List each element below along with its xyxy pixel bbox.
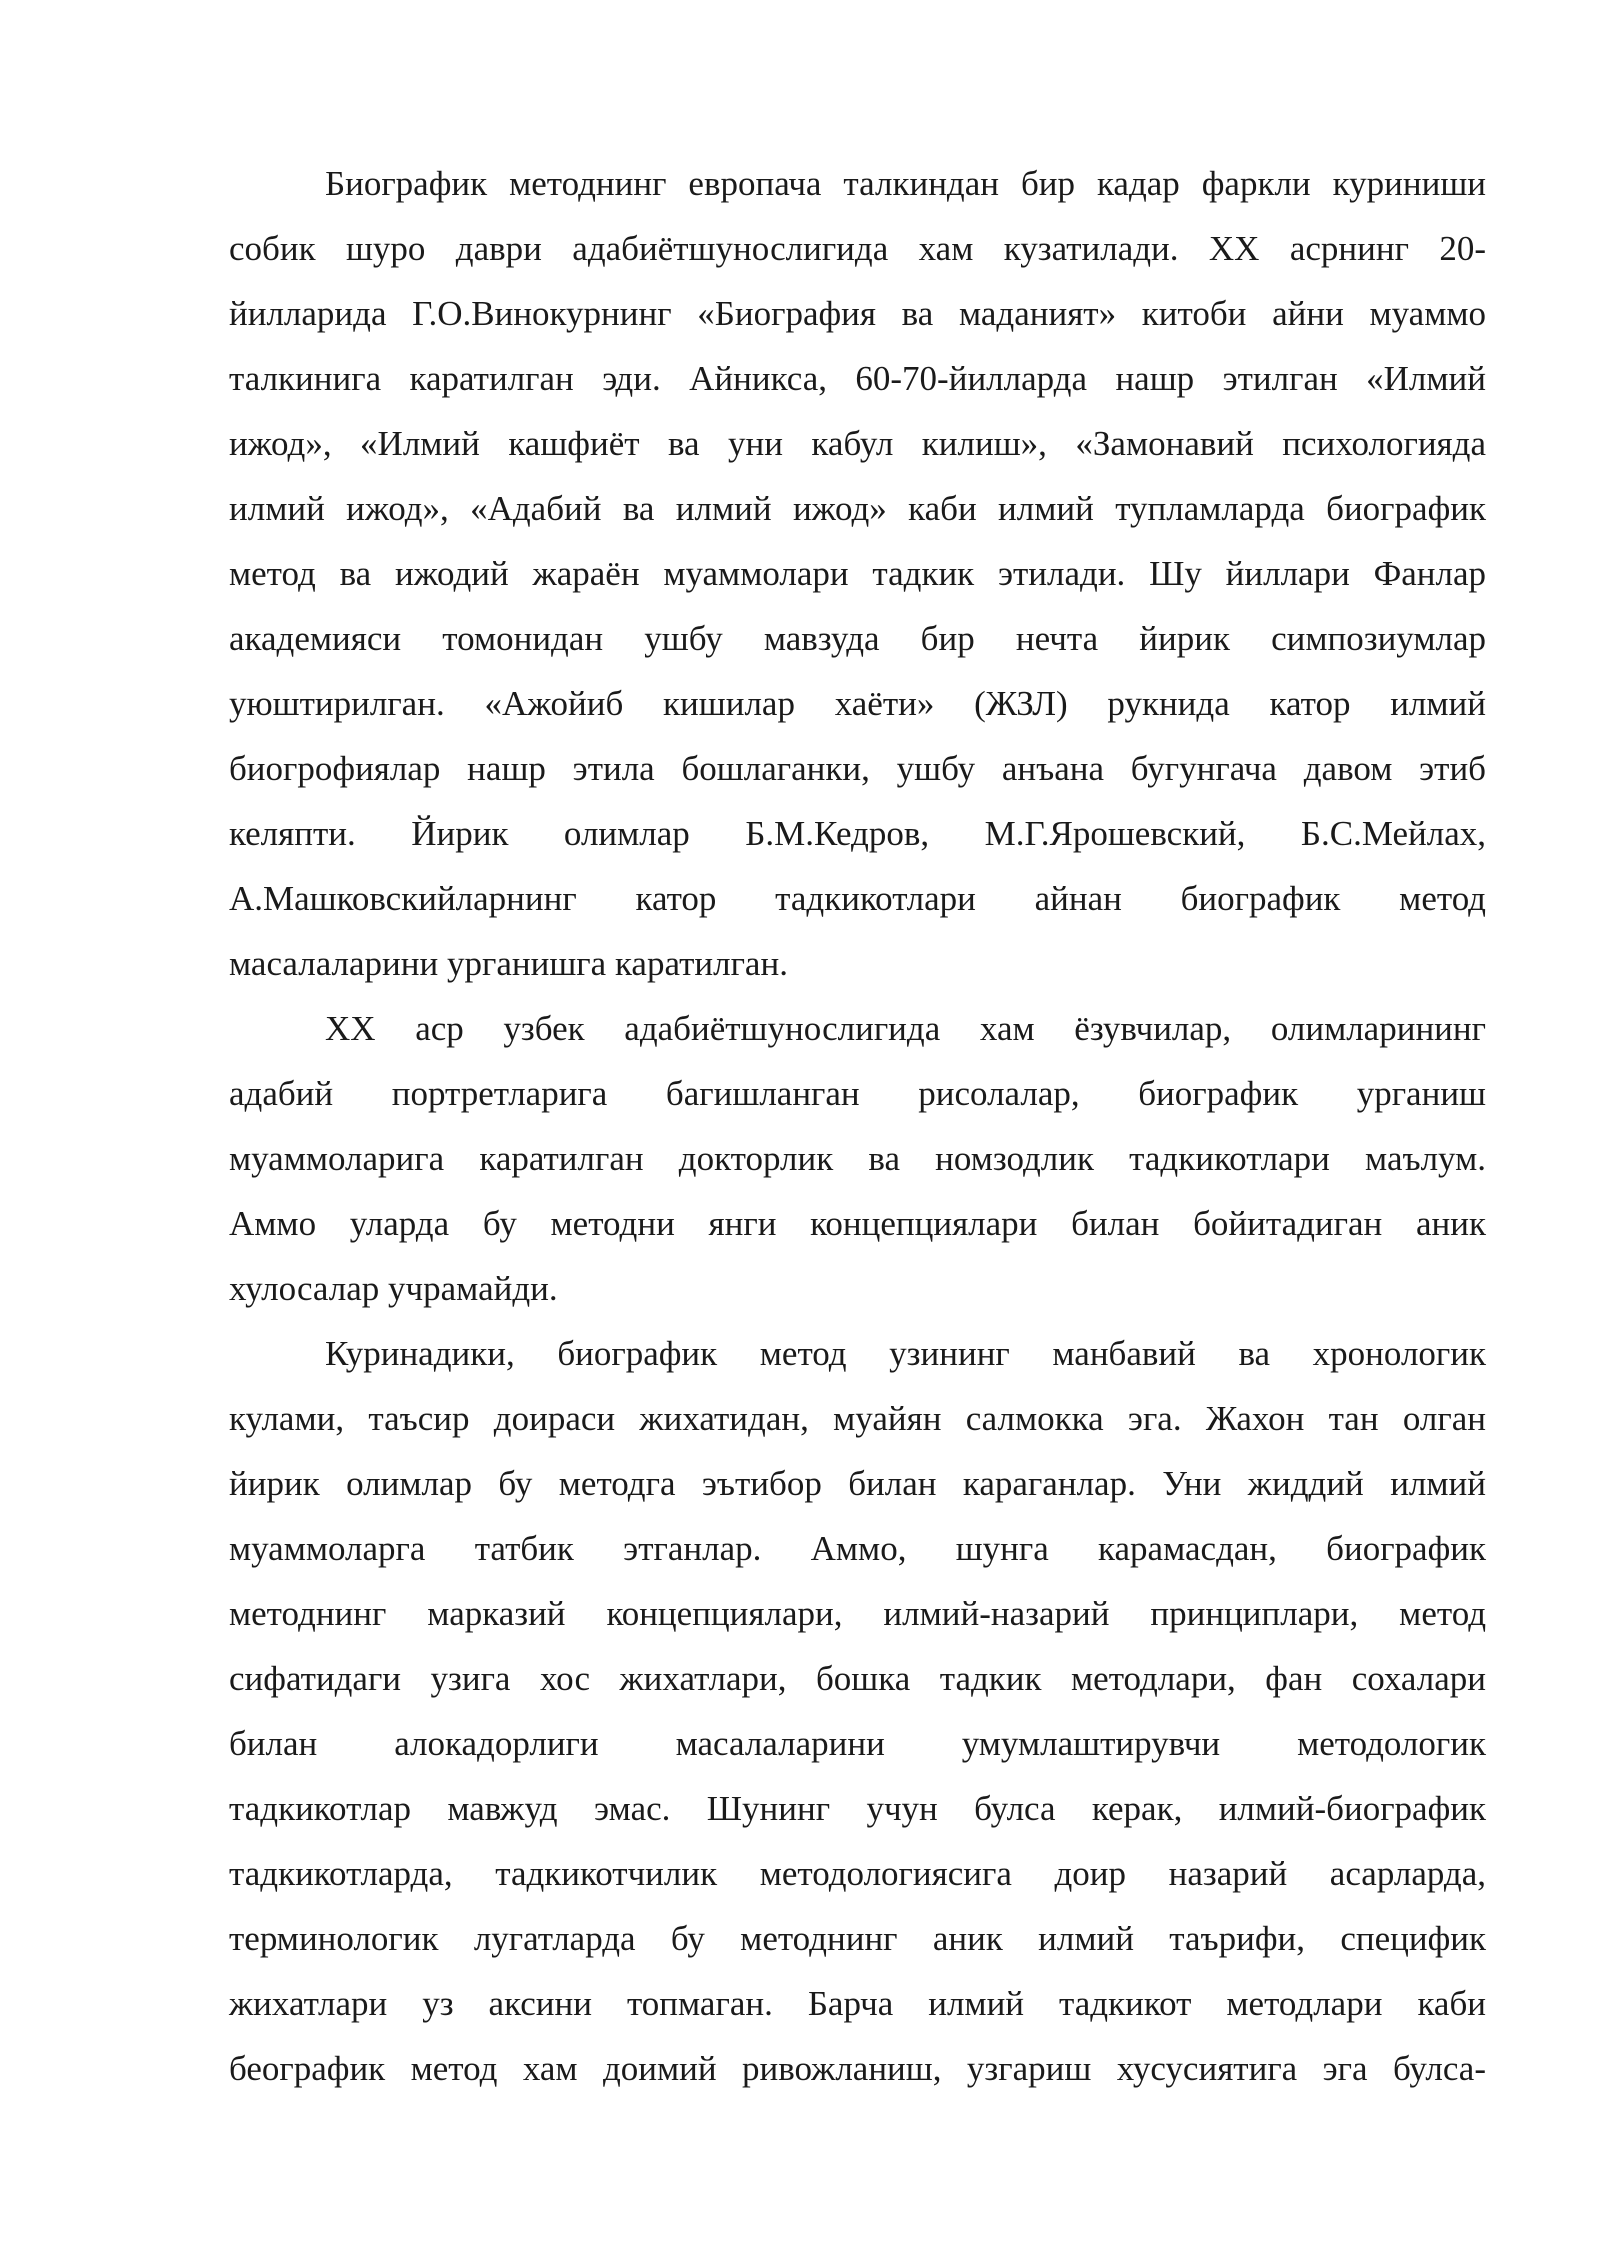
text-line: собик шуро даври адабиётшунослигида хам кузатилади. XX асрнинг 20-: [229, 229, 1486, 268]
text-line: талкинига каратилган эди. Айникса, 60-70-йилларда нашр этилган «Илмий: [229, 359, 1486, 398]
text-line: академияси томонидан ушбу мавзуда бир нечта йирик симпозиумлар: [229, 619, 1486, 658]
text-line: беографик метод хам доимий ривожланиш, узгариш хусусиятига эга булса-: [229, 2049, 1486, 2088]
text-line: келяпти. Йирик олимлар Б.М.Кедров, М.Г.Ярошевский, Б.С.Мейлах,: [229, 814, 1486, 853]
text-line: адабий портретларига багишланган рисолалар, биографик урганиш: [229, 1074, 1486, 1113]
text-line: йилларида Г.О.Винокурнинг «Биография ва маданият» китоби айни муаммо: [229, 294, 1486, 333]
paragraph-1: [229, 151, 1486, 996]
text-line: билан алокадорлиги масалаларини умумлаштирувчи методологик: [229, 1724, 1486, 1763]
text-line: тадкикотларда, тадкикотчилик методологиясига доир назарий асарларда,: [229, 1854, 1486, 1893]
text-line: Биографик методнинг европача талкиндан бир кадар фаркли куриниши: [325, 164, 1486, 203]
text-line: муаммоларига каратилган докторлик ва номзодлик тадкикотлари маълум.: [229, 1139, 1486, 1178]
text-line: А.Машковскийларнинг катор тадкикотлари айнан биографик метод: [229, 879, 1486, 918]
text-line: Аммо уларда бу методни янги концепциялари билан бойитадиган аник: [229, 1204, 1486, 1243]
text-line: методнинг марказий концепциялари, илмий-назарий принциплари, метод: [229, 1594, 1486, 1633]
text-line: хулосалар учрамайди.: [229, 1269, 558, 1308]
text-line: XX аср узбек адабиётшунослигида хам ёзувчилар, олимларининг: [325, 1009, 1486, 1048]
text-line: муаммоларга татбик этганлар. Аммо, шунга карамасдан, биографик: [229, 1529, 1486, 1568]
text-line: ижод», «Илмий кашфиёт ва уни кабул килиш», «Замонавий психологияда: [229, 424, 1486, 463]
text-line: сифатидаги узига хос жихатлари, бошка тадкик методлари, фан сохалари: [229, 1659, 1486, 1698]
text-line: кулами, таъсир доираси жихатидан, муайян салмокка эга. Жахон тан олган: [229, 1399, 1486, 1438]
text-line: терминологик лугатларда бу методнинг аник илмий таърифи, специфик: [229, 1919, 1486, 1958]
text-line: биогрофиялар нашр этила бошлаганки, ушбу анъана бугунгача давом этиб: [229, 749, 1486, 788]
paragraph-3: [229, 1321, 1486, 2101]
text-line: жихатлари уз аксини топмаган. Барча илмий тадкикот методлари каби: [229, 1984, 1486, 2023]
text-line: йирик олимлар бу методга эътибор билан караганлар. Уни жиддий илмий: [229, 1464, 1486, 1503]
text-line: масалаларини урганишга каратилган.: [229, 944, 788, 983]
text-line: тадкикотлар мавжуд эмас. Шунинг учун булса керак, илмий-биографик: [229, 1789, 1486, 1828]
text-line: Куринадики, биографик метод узининг манбавий ва хронологик: [325, 1334, 1486, 1373]
text-line: илмий ижод», «Адабий ва илмий ижод» каби илмий тупламларда биографик: [229, 489, 1486, 528]
paragraph-2: [229, 996, 1486, 1321]
text-line: метод ва ижодий жараён муаммолари тадкик этилади. Шу йиллари Фанлар: [229, 554, 1486, 593]
text-line: уюштирилган. «Ажойиб кишилар хаёти» (ЖЗЛ) рукнида катор илмий: [229, 684, 1486, 723]
document-body: [229, 151, 1486, 2101]
